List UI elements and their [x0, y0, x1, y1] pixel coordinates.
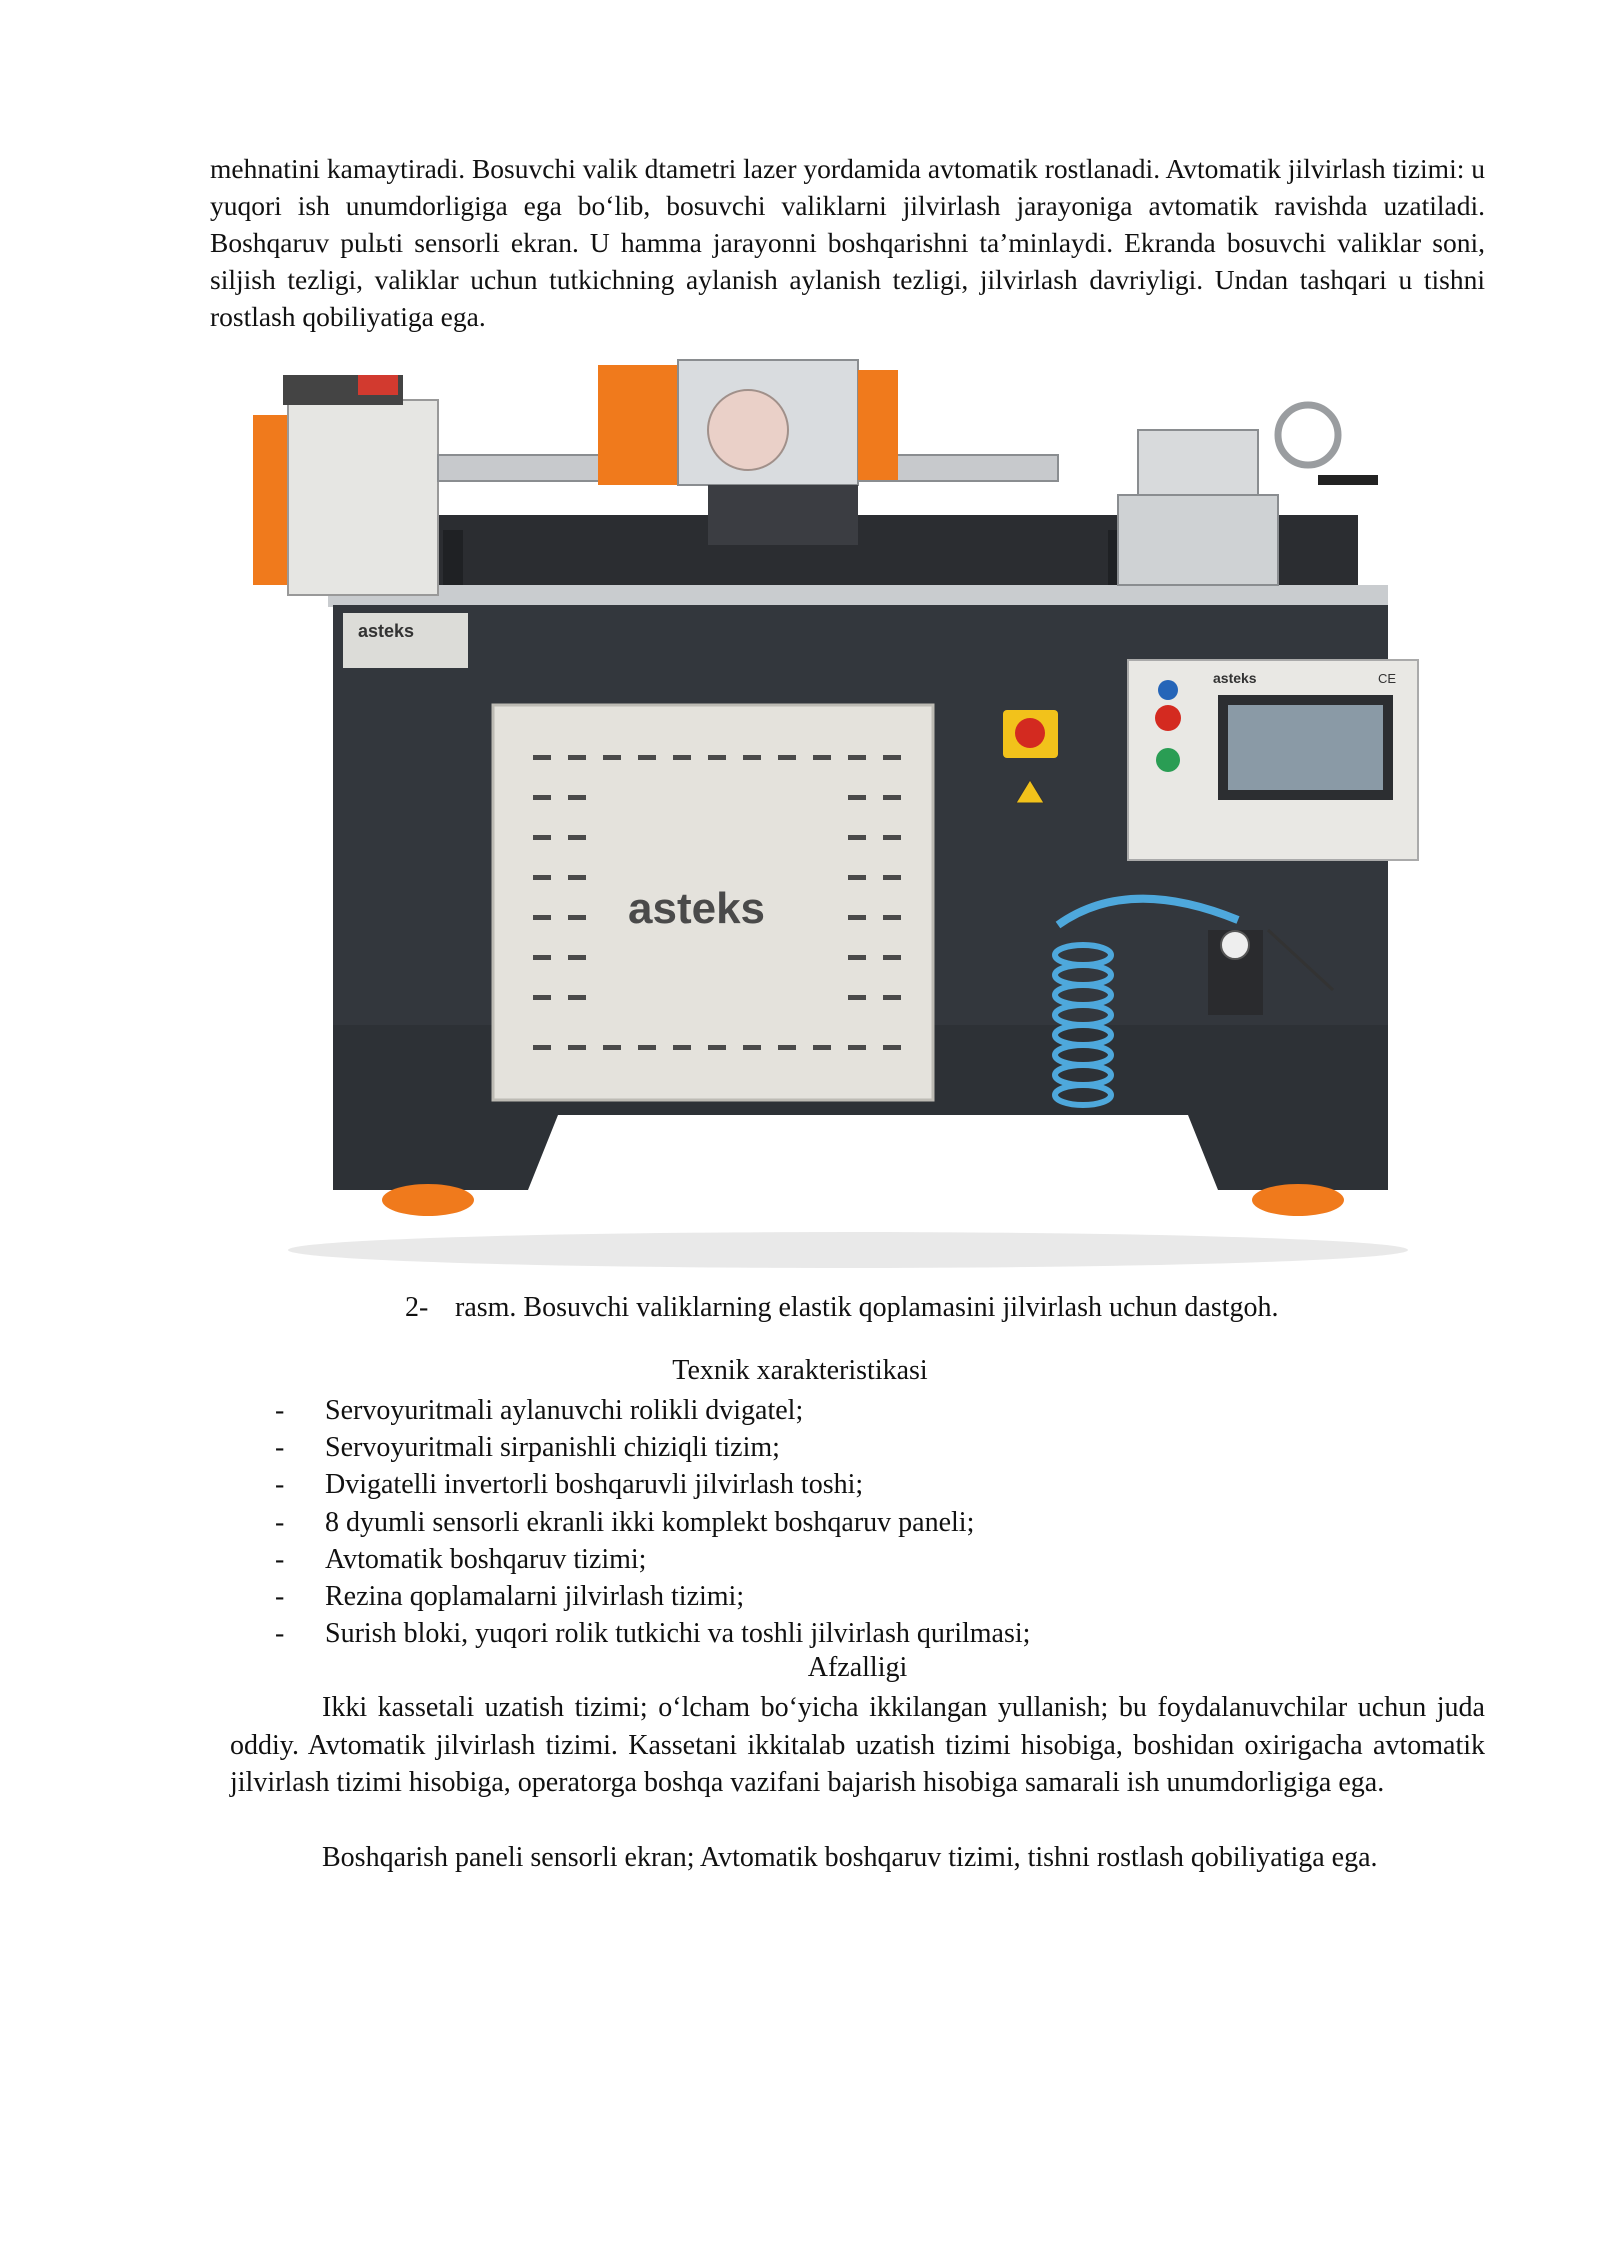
advantages-paragraph-1: Ikki kassetali uzatish tizimi; o‘lcham bo‘yicha ikkilangan yullanish; bu foydalanuvchilar uchun juda oddiy. Avtomatik jilvirlash tizimi. Kassetani ikkitalab uzatish tizimi hisobiga, boshidan oxirigacha avtomatik jilvirlash tizimi hisobiga, operatorga boshqa vazifani bajarish hisobiga samarali ish unumdorligiga ega.: [230, 1692, 1485, 1798]
machine-photo: [228, 355, 1478, 1275]
ce-mark: CE: [1378, 671, 1397, 686]
advantages-heading: Afzalligi: [807, 1652, 908, 1683]
top-paragraph: mehnatini kamaytiradi. Bosuvchi valik dtametri lazer yordamida avtomatik rostlanadi. Avtomatik jilvirlash tizimi: u yuqori ish unumdorligiga ega bo‘lib, bosuvchi valiklarni jilvirlash jarayoniga avtomatik ravishda uzatiladi. Boshqaruv pulьti sensorli ekran. U hamma jarayonni boshqarishni ta’minlaydi. Ekranda bosuvchi valiklar soni, siljish tezligi, valiklar uchun tutkichning aylanish aylanish tezligi, jilvirlash davriyligi. Undan tashqari u tishni rostlash qobiliyatiga ega.: [210, 153, 1485, 332]
specs-list: [275, 1392, 1030, 1652]
list-item: - Surish bloki, yuqori rolik tutkichi va toshli jilvirlash qurilmasi;: [275, 1618, 1031, 1650]
caption-text: rasm. Bosuvchi valiklarning elastik qoplamasini jilvirlash uchun dastgoh.: [455, 1292, 1279, 1323]
figure-caption: [405, 1292, 1279, 1324]
specs-heading: Texnik xarakteristikasi: [672, 1355, 928, 1386]
list-item: - Servoyuritmali sirpanishli chiziqli tizim;: [275, 1432, 780, 1464]
small-brand-label: asteks: [358, 621, 415, 641]
panel-brand-label: asteks: [1213, 670, 1257, 686]
grinding-machine-illustration: [228, 355, 1478, 1275]
list-item: - Dvigatelli invertorli boshqaruvli jilvirlash toshi;: [275, 1469, 864, 1501]
list-item: - Avtomatik boshqaruv tizimi;: [275, 1543, 647, 1575]
list-item: - 8 dyumli sensorli ekranli ikki komplekt boshqaruv paneli;: [275, 1506, 975, 1538]
advantages-paragraph-2: Boshqarish paneli sensorli ekran; Avtomatik boshqaruv tizimi, tishni rostlash qobiliyatiga ega.: [322, 1842, 1378, 1873]
door-brand-label: asteks: [628, 884, 766, 933]
list-item: - Servoyuritmali aylanuvchi rolikli dvigatel;: [275, 1395, 804, 1426]
list-item: - Rezina qoplamalarni jilvirlash tizimi;: [275, 1581, 745, 1613]
caption-number: 2-: [405, 1292, 429, 1323]
